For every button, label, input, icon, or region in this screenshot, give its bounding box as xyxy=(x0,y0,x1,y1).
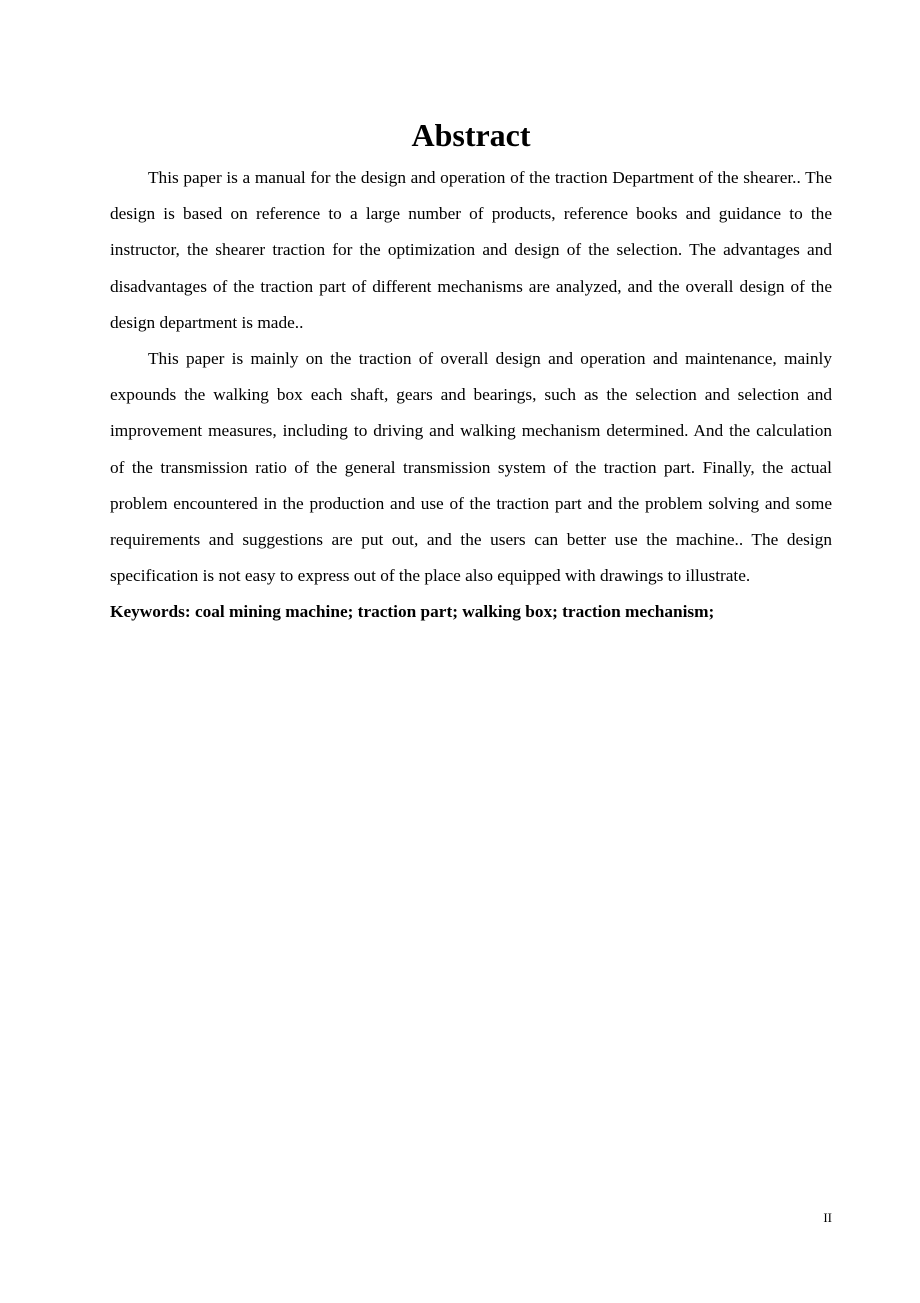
abstract-paragraph-1: This paper is a manual for the design and operation of the traction Department of the shearer.. The design is based on reference to a large number of products, reference books and guidance to the instructor, the shearer traction for the optimization and design of the selection. The advantages and disadvantages of the traction part of different mechanisms are analyzed, and the overall design of the design department is made.. xyxy=(110,168,832,332)
abstract-paragraph-2: This paper is mainly on the traction of overall design and operation and maintenance, mainly expounds the walking box each shaft, gears and bearings, such as the selection and selection and improvement measures, including to driving and walking mechanism determined. And the calculation of the transmission ratio of the general transmission system of the traction part. Finally, the actual problem encountered in the production and use of the traction part and the problem solving and some requirements and suggestions are put out, and the users can better use the machine.. The design specification is not easy to express out of the place also equipped with drawings to illustrate. xyxy=(110,349,832,586)
abstract-title: Abstract xyxy=(411,117,531,153)
abstract-body xyxy=(110,160,832,631)
keywords-line: Keywords: coal mining machine; traction part; walking box; traction mechanism; xyxy=(110,602,715,622)
page-number: II xyxy=(823,1210,832,1225)
